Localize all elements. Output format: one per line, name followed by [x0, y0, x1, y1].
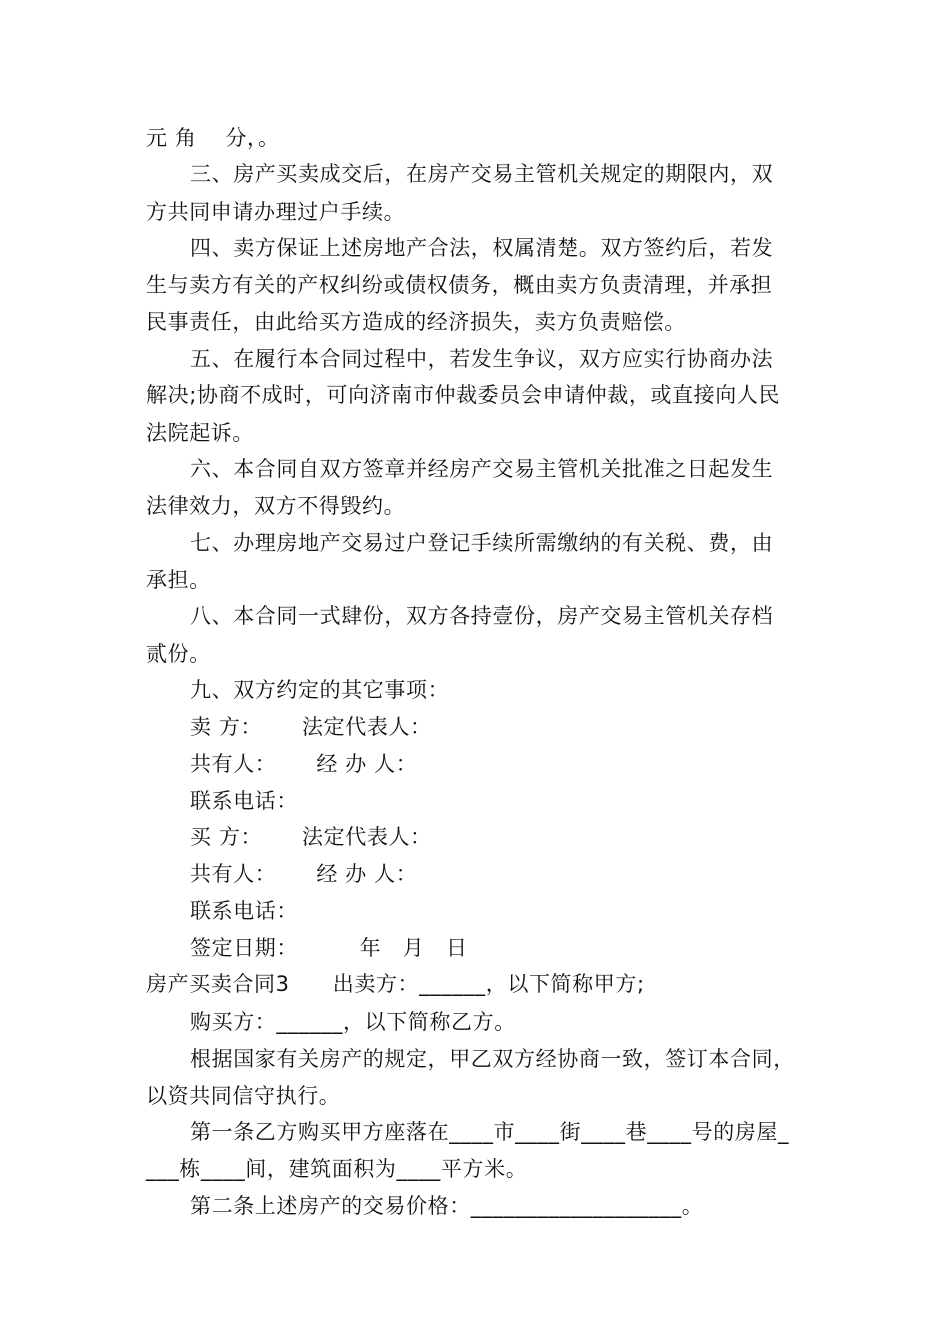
clause-4-line-3: 民事责任，由此给买方造成的经济损失，卖方负责赔偿。: [146, 310, 686, 334]
buyer-coowner-line: 共有人： 经 办 人：: [190, 862, 418, 886]
buyer-party-line: 购买方：______，以下简称乙方。: [190, 1010, 516, 1034]
clause-3-line-1: 三、房产买卖成交后，在房产交易主管机关规定的期限内，双: [190, 162, 774, 186]
contract-3-heading-line: 房产买卖合同3 出卖方：______，以下简称甲方;: [146, 972, 645, 996]
clause-6-line-1: 六、本合同自双方签章并经房产交易主管机关批准之日起发生: [190, 457, 774, 481]
clause-9-line: 九、双方约定的其它事项：: [190, 678, 450, 702]
clause-5-line-3: 法院起诉。: [146, 421, 254, 445]
seller-coowner-line: 共有人： 经 办 人：: [190, 752, 418, 776]
clause-6-line-2: 法律效力，双方不得毁约。: [146, 494, 406, 518]
preamble-line-1: 根据国家有关房产的规定，甲乙双方经协商一致，签订本合同，: [190, 1047, 795, 1071]
seller-phone-line: 联系电话：: [190, 789, 298, 813]
buyer-phone-line: 联系电话：: [190, 899, 298, 923]
clause-7-line-2: 承担。: [146, 568, 211, 592]
preamble-line-2: 以资共同信守执行。: [146, 1084, 341, 1108]
text-line: 元 角 分，。: [146, 126, 280, 150]
clause-5-line-2: 解决;协商不成时，可向济南市仲裁委员会申请仲裁，或直接向人民: [146, 383, 781, 407]
clause-8-line-1: 八、本合同一式肆份，双方各持壹份，房产交易主管机关存档: [190, 604, 774, 628]
clause-7-line-1: 七、办理房地产交易过户登记手续所需缴纳的有关税、费，由: [190, 531, 774, 555]
article-2-line: 第二条上述房产的交易价格：___________________。: [190, 1194, 704, 1218]
seller-signature-line: 卖 方： 法定代表人：: [190, 715, 432, 739]
clause-8-line-2: 贰份。: [146, 642, 211, 666]
article-1-line-1: 第一条乙方购买甲方座落在____市____街____巷____号的房屋_: [190, 1120, 790, 1144]
article-1-line-2: ___栋____间，建筑面积为____平方米。: [146, 1157, 528, 1181]
signing-date-line: 签定日期： 年 月 日: [190, 936, 468, 960]
buyer-signature-line: 买 方： 法定代表人：: [190, 825, 432, 849]
clause-4-line-1: 四、卖方保证上述房地产合法，权属清楚。双方签约后，若发: [190, 236, 774, 260]
clause-4-line-2: 生与卖方有关的产权纠纷或债权债务，概由卖方负责清理，并承担: [146, 273, 773, 297]
clause-5-line-1: 五、在履行本合同过程中，若发生争议，双方应实行协商办法: [190, 347, 774, 371]
clause-3-line-2: 方共同申请办理过户手续。: [146, 200, 406, 224]
